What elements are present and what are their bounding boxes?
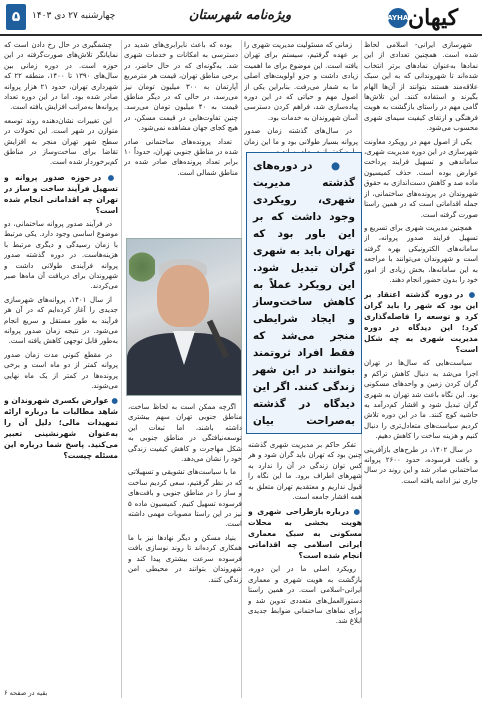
- paragraph: در فرآیند صدور پروانه ساختمانی، دو موضوع اساسی وجود دارد. یکی مرتبط با زمان رسیدگی و دیگری مرتبط با هزینه‌هاست. در دوره گذشته صدور پروانه فرآیندی طولانی داشت و شهروندان برای دریافت آن ماه‌ها صبر می‌کردند.: [4, 219, 118, 291]
- logo-emblem-icon: KAYHAN: [388, 8, 408, 28]
- paragraph: ما با سیاست‌های تشویقی و تسهیلاتی که در نظر گرفتیم، سعی کردیم ساخت و ساز را در مناطق جنوبی و بافت‌های فرسوده تسهیل کنیم. کمیسیون ماده ۵ نیز در این راستا مصوبات مهمی داشته است.: [128, 468, 242, 529]
- paragraph: در مقطع کنونی مدت زمان صدور پروانه کمتر از دو ماه است و برخی پرونده‌ها در کمتر از یک ماه نهایی می‌شوند.: [4, 350, 118, 390]
- paragraph: بوده که باعث نابرابری‌های شدید در دسترسی به امکانات و خدمات شهری شد. به‌گونه‌ای که در حال حاضر، در برخی مناطق تهران، قیمت هر مترمربع آپارتمان به ۳۰۰ میلیون تومان نیز می‌رسد، در حالی که در دیگر مناطق قیمت به ۴۰ میلیون تومان می‌رسد. چنین تفاوت‌هایی در قیمت مسکن، در هیچ کجای جهان مشاهده نمی‌شود.: [124, 41, 238, 133]
- paragraph: در سال ۱۴۰۲، در طرح‌های بازآفرینی و بافت فرسوده، حدود ۲۶۰۰ پروانه ساختمانی صادر شد و این روند در سال جاری نیز ادامه یافته است.: [364, 445, 478, 485]
- background-plant: [129, 247, 155, 287]
- page-header: [0, 0, 482, 36]
- pull-quote: [246, 152, 362, 434]
- column-divider: [121, 40, 122, 698]
- issue-date: چهارشنبه ۲۷ دی ۱۴۰۳: [32, 11, 116, 21]
- pull-quote-text: ● در دوره‌های گذشته مدیریت شهری، رویکردی وجود داشت که بر این باور بود که تهران باید به شهری گران تبدیل شود. این رویکرد عملاً به کاهش ساخت‌وساز و ایجاد شرایطی منجر می‌شد که فقط افراد ثروتمند بتوانند در این شهر زندگی کنند. اگر این دیدگاه در گذشته به‌صراحت بیان: [253, 160, 355, 427]
- paragraph: اگرچه ممکن است به لحاظ ساخت، مناطق جنوبی تهران سهم بیشتری داشته باشند، اما تبعات این توسعه‌نیافتگی در مناطق جنوبی به شکل مهاجرت و کاهش کیفیت زندگی خود را نشان می‌دهد.: [128, 403, 242, 464]
- paragraph: چشمگیری در حال رخ دادن است که نمایانگر تلاش‌های صورت‌گرفته در این حوزه است. در دوره زمانی بین سال‌های ۱۳۹۰ تا ۱۴۰۰، منطقه ۲۲ که شهرداری تهران، حدود ۲۱ هزار پروانه صادر شده بود. اما در این دوره تعداد پروانه‌ها به‌مراتب افزایش یافته است.: [4, 41, 118, 112]
- paragraph: تفکر حاکم بر مدیریت شهری گذشته چنین بود که تهران باید گران شود و هر کس توان زندگی در آن را ندارد به شهرهای اطراف برود. ما این نگاه را قبول نداریم و معتقدیم تهران متعلق به همه اقشار جامعه است.: [248, 441, 362, 502]
- section-title: ویژه‌نامه شهرستان: [188, 8, 292, 23]
- newspaper-logo: کیهان: [408, 4, 459, 31]
- paragraph: از سال ۱۴۰۱، پروانه‌های شهرسازی جدیدی را آغاز کرده‌ایم که در آن هر فرآیند به طور مستقل و سریع انجام می‌شود. در نتیجه زمان صدور پروانه به‌طور قابل توجهی کاهش یافته است.: [4, 295, 118, 346]
- paragraph: همچنین مدیریت شهری برای تسریع و تسهیل فرایند صدور پروانه، از سامانه‌های الکترونیکی بهره گرفته است و شهروندان می‌توانند با مراجعه به این سامانه‌ها، بخش زیادی از امور خود را بدون حضور انجام دهند.: [364, 223, 478, 284]
- paragraph: این تغییرات نشان‌دهنده روند توسعه متوازن در شهر است. این تحولات در سطح شهر تهران منجر به افزایش تقاضا برای ساخت‌وساز در مناطق کم‌برخوردار شده است.: [4, 116, 118, 167]
- paragraph: رویکرد اصلی ما در این دوره، بازگشت به هویت شهری و معماری ایرانی-اسلامی است. در همین راستا دستورالعمل‌های متعددی تدوین شد و برای نماهای ساختمانی ضوابط جدیدی ابلاغ شد.: [248, 565, 362, 626]
- paragraph: زمانی که مسئولیت مدیریت شهری را بر عهده گرفتیم، سیستم برای تهران یافته است. این موضوع برای ما اهمیت زیادی داشت و جزو اولویت‌های اصلی ما به شمار می‌رفت. بنابراین یکی از اصول مهم و حیاتی که در این دوره پیاده‌سازی شد، فراهم کردن دسترسی آسان شهروندان به خدمات بود.: [244, 41, 358, 122]
- interview-question: ● درباره بازطراحی شهری و هویت بخشی به محلات مسکونی به سبک معماری ایرانی اسلامی چه اقداماتی انجام شده است؟: [248, 507, 362, 561]
- column-1: [364, 40, 478, 698]
- paragraph: یکی از اصول مهم در رویکرد معاونت شهرسازی در این دوره مدیریت شهری، ساماندهی و تسهیل فرایند پرداخت عوارض بوده است. حذف کمیسیون ماده صد و کاهش دست‌اندازی به حقوق شهروندان در پرونده‌های ساختمانی، از جمله اقداماتی است که در همین راستا صورت گرفته است.: [364, 137, 478, 219]
- column-4: [4, 40, 118, 698]
- column-3-lower: [128, 402, 242, 658]
- paragraph: در سال‌های گذشته زمان صدور پروانه بسیار طولانی بود و ما این زمان: [244, 127, 358, 146]
- interview-question: ● عوارض بکسری شهروندان و شاهد مطالبات ما درباره ارائه تمهیدات مالی؛ دلیل آن را به‌عنوان شهرنشینی تعبیر می‌کنید. پاسخ شما درباره این مسئله چیست؟: [4, 396, 118, 461]
- interview-question: ● در حوزه صدور پروانه و تسهیل فرآیند ساخت و ساز در تهران چه اقداماتی انجام شده است؟: [4, 172, 118, 215]
- continued-note[interactable]: بقیه در صفحه ۶: [4, 688, 48, 697]
- column-2-lower: [248, 440, 362, 658]
- interview-question: ● در دوره گذشته اعتقاد بر این بود که شهر را باید گران کرد و توسعه را فاصله‌گذاری کرد؛ این دیدگاه در دوره مدیریت شهری به چه شکل است؟: [364, 290, 478, 355]
- paragraph: بنیاد مسکن و دیگر نهادها نیز با ما همکاری کرده‌اند تا روند نوسازی بافت فرسوده سرعت بیشتری پیدا کند و شهروندان بتوانند در محیطی امن زندگی کنند.: [128, 533, 242, 584]
- interviewee-photo: [126, 238, 242, 396]
- paragraph: سیاست‌هایی که سال‌ها در تهران اجرا می‌شد به دنبال کاهش تراکم و گران کردن زمین و واحدهای مسکونی بود. این نگاه باعث شد تهران به شهری گران تبدیل شود و اقشار کم‌درآمد به حاشیه کوچ کنند. ما در این دوره تلاش کردیم سیاست‌های متعادل‌تری را دنبال کنیم و هزینه ساخت را کاهش دهیم.: [364, 359, 478, 441]
- newspaper-masthead[interactable]: [381, 2, 476, 33]
- page-number: ۵: [6, 4, 26, 30]
- paragraph: شهرسازی ایرانی- اسلامی لحاظ شده است. همچنین تعدادی از این نمادها به‌عنوان نمادهای برتر انتخاب شده‌اند تا شهروندانی که به این سبک علاقه‌مند هستند بتوانند از آن‌ها الهام بگیرند و استفاده کنند. این تلاش‌ها گامی مهم در راستای بازگشت به هویت فرهنگی و ارتقای کیفیت سیمای شهری محسوب می‌شود.: [364, 41, 478, 133]
- photo-face: [157, 265, 209, 327]
- paragraph: تعداد پرونده‌های ساختمانی صادر شده در مناطق جنوبی تهران، حدوداً ۱۰ برابر تعداد پرونده‌های صادر شده در مناطق شمالی است.: [124, 137, 238, 177]
